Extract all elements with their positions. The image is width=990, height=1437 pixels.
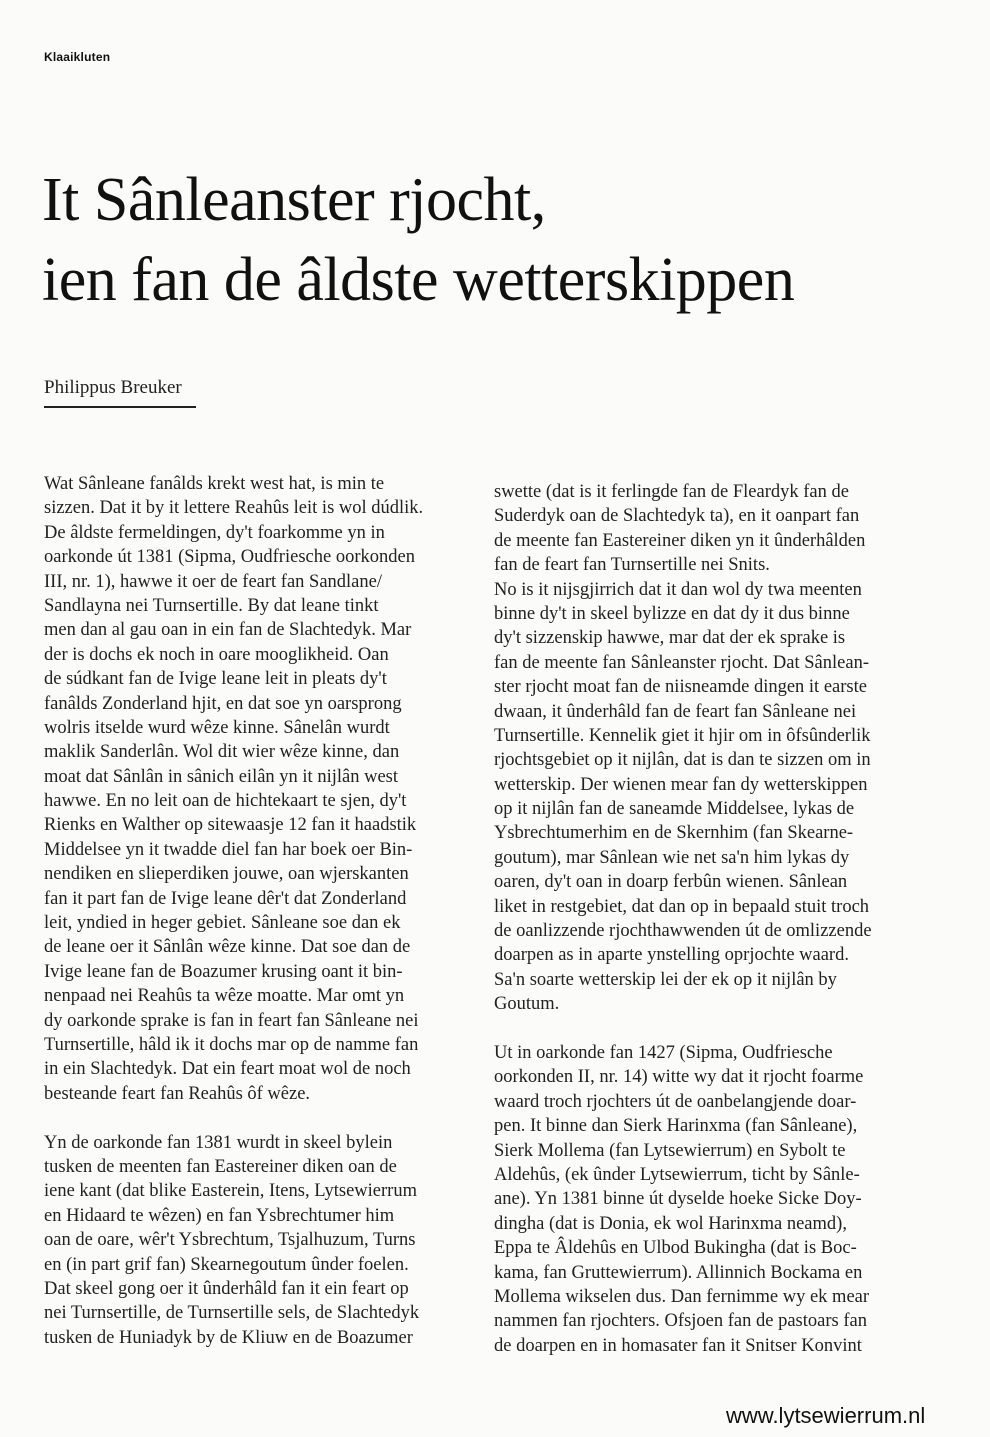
text-line: fan de feart fan Turnsertille nei Snits. [494,555,770,576]
paragraph-gap [44,1106,474,1130]
text-line: in ein Slachtedyk. Dat ein feart moat wol de noch [44,1059,411,1080]
text-line: Eppa te Âldehûs en Ulbod Bukingha (dat is Boc- [494,1238,857,1259]
paragraph-gap [494,1017,934,1041]
text-line: doarpen as in aparte ynstelling oprjochte waard. [494,945,849,966]
text-line: Aldehûs, (ek ûnder Lytsewierrum, ticht by Sânle- [494,1164,860,1185]
text-line: Yn de oarkonde fan 1381 wurdt in skeel bylein [44,1132,393,1153]
text-line: nendiken en slieperdiken jouwe, oan wjerskanten [44,864,409,885]
text-line: Dat skeel gong oer it ûnderhâld fan it ein feart op [44,1278,409,1299]
website-watermark[interactable]: www.lytsewierrum.nl [726,1403,926,1428]
text-line: Mollema wikselen dus. Dan fernimme wy ek mear [494,1286,870,1307]
text-line: de oanlizzende rjochthawwenden út de omlizzende [494,921,872,942]
text-line: Sa'n soarte wetterskip lei der ek op it nijlân by [494,969,837,990]
text-line: Ut in oarkonde fan 1427 (Sipma, Oudfriesche [494,1042,833,1063]
title-line: It Sânleanster rjocht, [42,166,546,234]
text-line: nenpaad nei Reahûs ta wêze moatte. Mar omt yn [44,986,405,1007]
title-line: ien fan de âldste wetterskippen [42,246,795,314]
text-line: en (in part grif fan) Skearnegoutum ûnder foelen. [44,1254,409,1275]
section-label: Klaaikluten [44,50,111,64]
author-divider [44,406,196,408]
text-line: wetterskip. Der wienen mear fan dy wetterskippen [494,774,868,795]
text-line: Sierk Mollema (fan Lytsewierrum) en Sybolt te [494,1140,846,1161]
text-line: tusken de Huniadyk by de Kliuw en de Boazumer [44,1327,413,1348]
text-line: ane). Yn 1381 binne út dyselde hoeke Sicke Doy- [494,1189,862,1210]
text-line: dy't sizzenskip hawwe, mar dat der ek sprake is [494,628,846,649]
text-line: dingha (dat is Donia, ek wol Harinxma neamd), [494,1213,847,1234]
paragraph [44,1131,474,1351]
text-line: oarkonde út 1381 (Sipma, Oudfriesche oorkonden [44,547,415,568]
author-name: Philippus Breuker [44,377,182,398]
text-line: maklik Sanderlân. Wol dit wier wêze kinne, dan [44,742,400,763]
text-line: binne dy't in skeel bylizze en dat dy it dus binne [494,603,850,624]
paragraph [494,1041,934,1358]
text-line: fan de meente fan Sânleanster rjocht. Dat Sânlean- [494,652,869,673]
text-line: tusken de meenten fan Eastereiner diken oan de [44,1156,397,1177]
text-line: dwaan, it ûnderhâld fan de feart fan Sânleane nei [494,701,857,722]
text-line: Wat Sânleane fanâlds krekt west hat, is min te [44,474,385,494]
text-line: ster rjocht moat fan de niisneamde dingen it earste [494,677,867,698]
text-line: oan de oare, wêr't Ysbrechtum, Tsjalhuzum, Turns [44,1230,416,1251]
text-line: De âldste fermeldingen, dy't foarkomme yn in [44,522,385,543]
text-line: sizzen. Dat it by it lettere Reahûs leit is wol dúdlik. [44,498,424,519]
text-line: Sandlayna nei Turnsertille. By dat leane tinkt [44,595,379,616]
text-line: kama, fan Gruttewierrum). Allinnich Bockama en [494,1262,863,1283]
text-line: oaren, dy't oan in doarp ferbûn wienen. Sânlean [494,872,848,893]
text-line: der is dochs ek noch in oare mooglikheid. Oan [44,644,389,665]
text-line: Goutum. [494,994,560,1015]
text-line: de doarpen en in homasater fan it Snitser Konvint [494,1335,862,1356]
text-line: de súdkant fan de Ivige leane leit in pleats dy't [44,669,387,690]
text-line: Turnsertille. Kennelik giet it hjir om in ôfsûnderlik [494,725,871,746]
article-title [42,160,962,320]
text-line: pen. It binne dan Sierk Harinxma (fan Sânleane), [494,1116,858,1137]
text-line: Ivige leane fan de Boazumer krusing oant it bin- [44,961,403,982]
right-column [494,480,934,1358]
text-line: wolris itselde wurd wêze kinne. Sânelân wurdt [44,717,390,738]
text-line: hawwe. En no leit oan de hichtekaart te sjen, dy't [44,791,407,812]
text-line: leit, yndied in heger gebiet. Sânleane soe dan ek [44,913,401,934]
text-line: liket in restgebiet, dat dan op in bepaald stuit troch [494,896,870,917]
text-line: en Hidaard te wêzen) en fan Ysbrechtumer him [44,1205,395,1226]
text-line: waard troch rjochters út de oanbelangjende doar- [494,1091,857,1112]
text-line: nei Turnsertille, de Turnsertille sels, de Slachtedyk [44,1303,420,1324]
text-line: fanâlds Zonderland hjit, en dat soe yn oarsprong [44,693,402,714]
left-column [44,472,474,1350]
text-line: Turnsertille, hâld ik it dochs mar op de namme fan [44,1034,419,1055]
text-line: goutum), mar Sânlean wie net sa'n him lykas dy [494,847,850,868]
text-line: besteande feart fan Reahûs ôf wêze. [44,1083,311,1104]
text-line: Suderdyk oan de Slachtedyk ta), en it oanpart fan [494,506,860,527]
text-line: men dan al gau oan in ein fan de Slachtedyk. Mar [44,620,412,641]
text-line: iene kant (dat blike Easterein, Itens, Lytsewierrum [44,1181,417,1202]
text-line: III, nr. 1), hawwe it oer de feart fan Sandlane/ [44,571,382,592]
text-line: swette (dat is it ferlingde fan de Fleardyk fan de [494,482,849,502]
text-line: Rienks en Walther op sitewaasje 12 fan it haadstik [44,815,417,836]
text-line: Ysbrechtumerhim en de Skernhim (fan Skearne- [494,823,854,844]
text-line: op it nijlân fan de saneamde Middelsee, lykas de [494,799,855,820]
text-line: fan it part fan de Ivige leane dêr't dat Zonderland [44,888,407,909]
paragraph [44,472,474,1106]
text-line: de meente fan Eastereiner diken yn it ûnderhâlden [494,530,866,551]
text-line: moat dat Sânlân in sânich eilân yn it nijlân west [44,766,398,787]
text-line: de leane oer it Sânlân wêze kinne. Dat soe dan de [44,937,411,958]
paragraph [494,480,934,1017]
text-line: dy oarkonde sprake is fan in feart fan Sânleane nei [44,1010,419,1031]
text-line: nammen fan rjochters. Ofsjoen fan de pastoars fan [494,1311,867,1332]
text-line: oorkonden II, nr. 14) witte wy dat it rjocht foarme [494,1067,864,1088]
text-line: No is it nijsgjirrich dat it dan wol dy twa meenten [494,579,862,600]
text-line: rjochtsgebiet op it nijlân, dat is dan te sizzen om in [494,750,871,771]
text-line: Middelsee yn it twadde diel fan har boek oer Bin- [44,839,413,860]
